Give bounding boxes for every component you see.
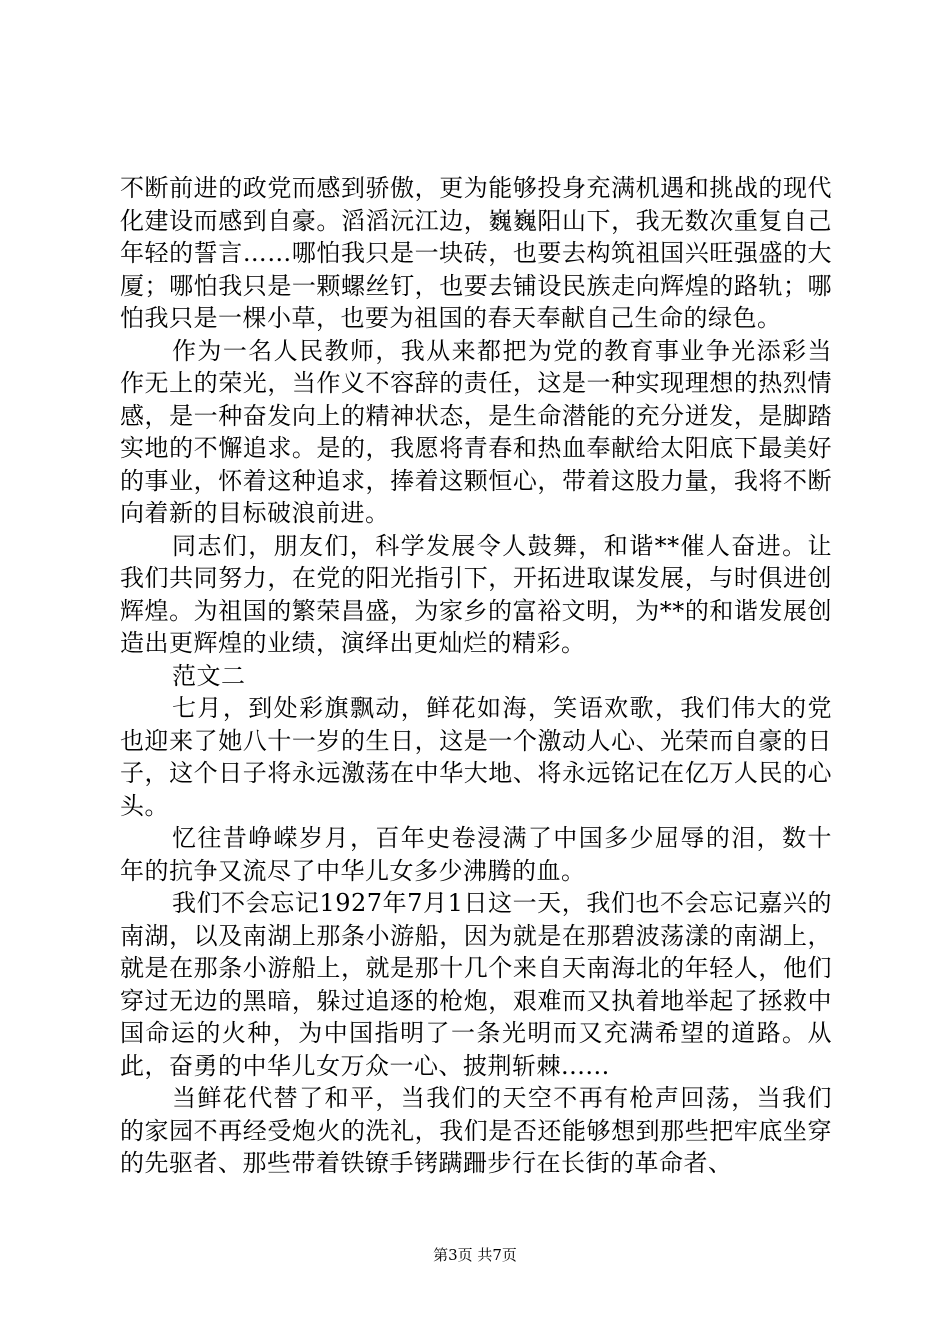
page-number-footer: 第3页 共7页: [433, 1246, 517, 1264]
paragraph-2: 作为一名人民教师，我从来都把为党的教育事业争光添彩当作无上的荣光，当作义不容辞的责任，这是一种实现理想的热烈情感，是一种奋发向上的精神状态，是生命潜能的充分迸发，是脚踏实地的不懈追求。是的，我愿将青春和热血奉献给太阳底下最美好的事业，怀着这种追求，捧着这颗恒心，带着这股力量，我将不断向着新的目标破浪前进。: [120, 336, 832, 527]
paragraph-7: 我们不会忘记1927年7月1日这一天，我们也不会忘记嘉兴的南湖，以及南湖上那条小游船，因为就是在那碧波荡漾的南湖上，就是在那条小游船上，就是那十几个来自天南海北的年轻人，他们穿过无边的黑暗，躲过追逐的枪炮，艰难而又执着地举起了拯救中国命运的火种，为中国指明了一条光明而又充满希望的道路。从此，奋勇的中华儿女万众一心、披荆斩棘......: [120, 889, 832, 1080]
paragraph-1: 不断前进的政党而感到骄傲，更为能够投身充满机遇和挑战的现代化建设而感到自豪。滔滔沅江边，巍巍阳山下，我无数次重复自己年轻的誓言……哪怕我只是一块砖，也要去构筑祖国兴旺强盛的大厦；哪怕我只是一颗螺丝钉，也要去铺设民族走向辉煌的路轨；哪怕我只是一棵小草，也要为祖国的春天奉献自己生命的绿色。: [120, 174, 832, 332]
paragraph-6: 忆往昔峥嵘岁月，百年史卷浸满了中国多少屈辱的泪，数十年的抗争又流尽了中华儿女多少沸腾的血。: [120, 824, 832, 885]
document-body: [120, 172, 832, 1180]
section-heading-fanwen-er: 范文二: [172, 661, 246, 690]
paragraph-5: 七月，到处彩旗飘动，鲜花如海，笑语欢歌，我们伟大的党也迎来了她八十一岁的生日，这是一个激动人心、光荣而自豪的日子，这个日子将永远激荡在中华大地、将永远铭记在亿万人民的心头。: [120, 694, 832, 820]
paragraph-3: 同志们，朋友们，科学发展令人鼓舞，和谐**催人奋进。让我们共同努力，在党的阳光指引下，开拓进取谋发展，与时俱进创辉煌。为祖国的繁荣昌盛，为家乡的富裕文明，为**的和谐发展创造出更辉煌的业绩，演绎出更灿烂的精彩。: [120, 531, 832, 657]
paragraph-8: 当鲜花代替了和平，当我们的天空不再有枪声回荡，当我们的家园不再经受炮火的洗礼，我们是否还能够想到那些把牢底坐穿的先驱者、那些带着铁镣手铐蹒跚步行在长街的革命者、: [120, 1084, 832, 1177]
